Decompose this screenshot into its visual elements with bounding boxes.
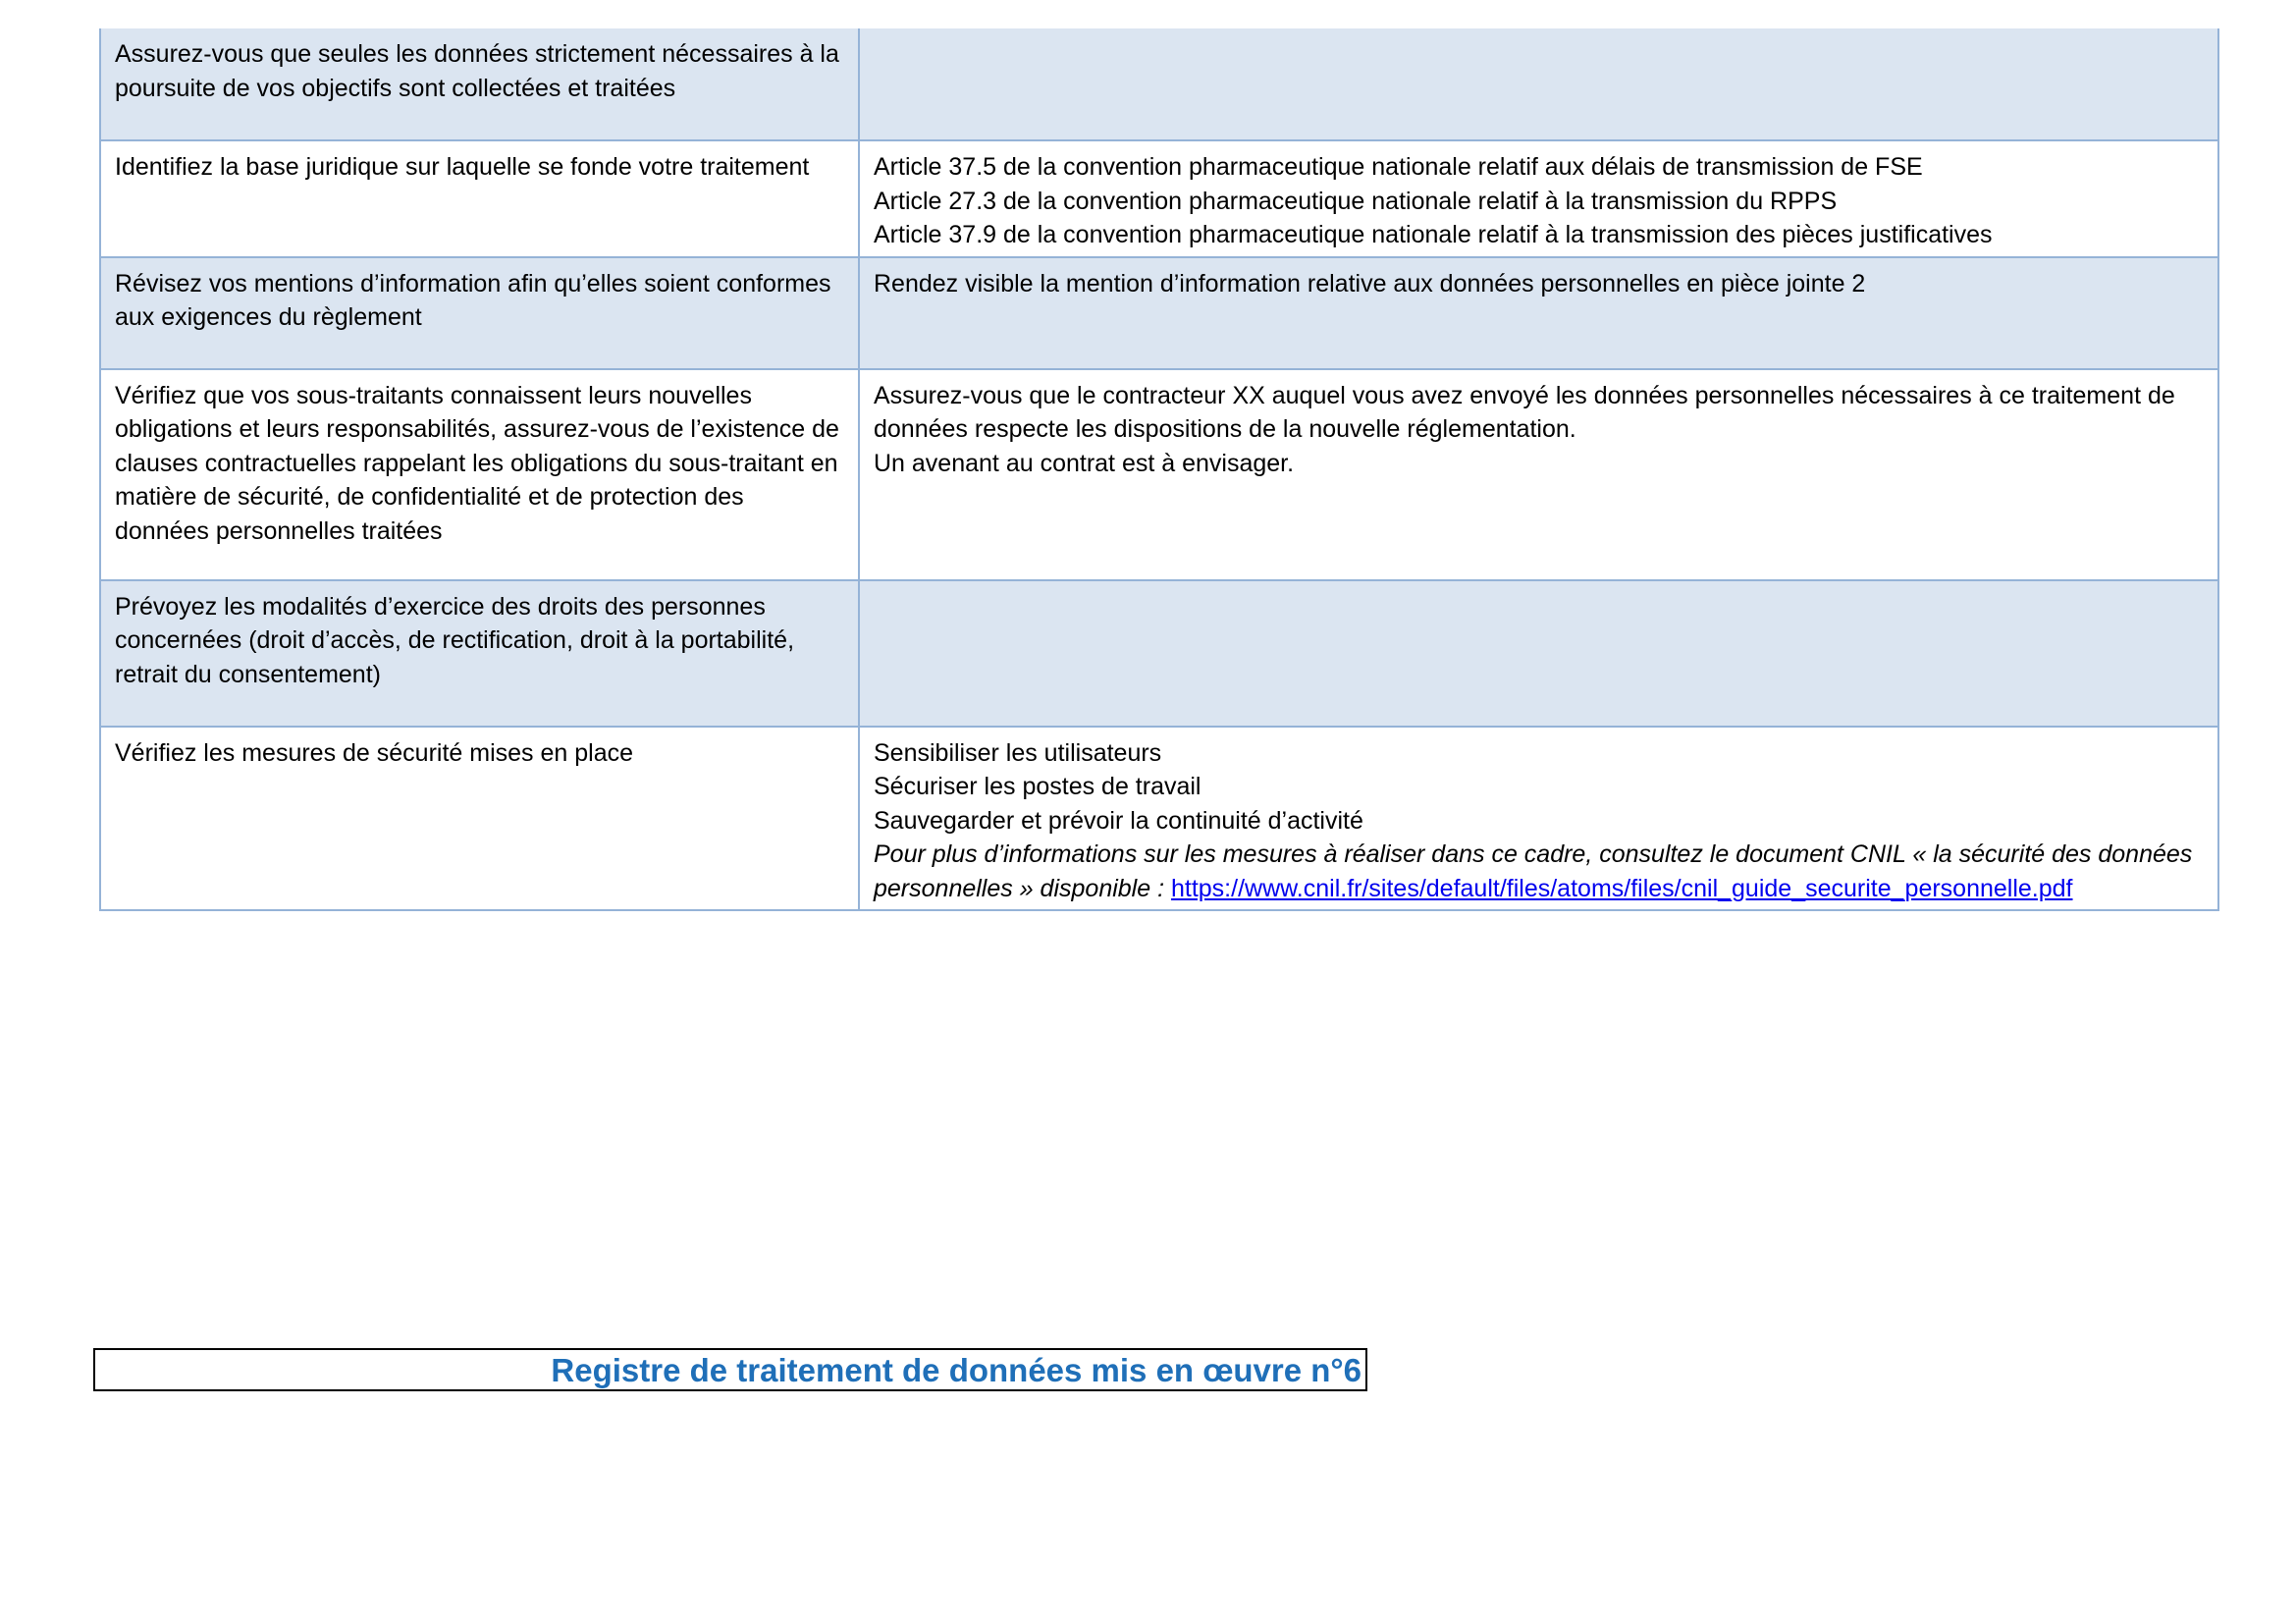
- requirement-cell: [100, 580, 859, 727]
- response-line: Un avenant au contrat est à envisager.: [874, 449, 1295, 477]
- response-cell: [859, 580, 2218, 727]
- response-cell: [859, 727, 2218, 911]
- requirement-text: Vérifiez que vos sous-traitants connaissent leurs nouvelles obligations et leurs responsabilités, assurez-vous de l’existence de clauses contractuelles rappelant les obligations du sous-traitant en matière de sécurité, de confidentialité et de protection des données personnelles traitées: [115, 381, 839, 545]
- table-row: [100, 727, 2218, 911]
- section-title: Registre de traitement de données mis en œuvre n°6: [551, 1352, 1362, 1388]
- table-row: [100, 257, 2218, 369]
- response-line: Article 27.3 de la convention pharmaceutique nationale relatif à la transmission du RPPS: [874, 187, 1838, 215]
- response-cell: [859, 257, 2218, 369]
- response-line: Article 37.5 de la convention pharmaceutique nationale relatif aux délais de transmission de FSE: [874, 153, 1923, 181]
- requirement-text: Assurez-vous que seules les données strictement nécessaires à la poursuite de vos objectifs sont collectées et traitées: [115, 40, 839, 102]
- response-line: Article 37.9 de la convention pharmaceutique nationale relatif à la transmission des pièces justificatives: [874, 221, 1993, 248]
- response-line: Sécuriser les postes de travail: [874, 773, 1201, 800]
- response-line: Sauvegarder et prévoir la continuité d’activité: [874, 806, 1363, 835]
- response-cell: [859, 28, 2218, 140]
- table-row: [100, 140, 2218, 257]
- requirement-text: Vérifiez les mesures de sécurité mises en place: [115, 738, 634, 767]
- response-line: Sensibiliser les utilisateurs: [874, 738, 1162, 767]
- response-line: Assurez-vous que le contracteur XX auquel vous avez envoyé les données personnelles nécessaires à ce traitement de données respecte les dispositions de la nouvelle réglementation.: [874, 381, 2175, 443]
- cnil-note-text: Pour plus d’informations sur les mesures à réaliser dans ce cadre, consultez le document CNIL « la sécurité des données personnelles » disponible :: [874, 840, 2193, 902]
- cnil-guide-link[interactable]: https://www.cnil.fr/sites/default/files/atoms/files/cnil_guide_securite_personnelle.pdf: [1170, 874, 2073, 902]
- checklist-table: [99, 28, 2219, 911]
- table-row: [100, 28, 2218, 140]
- response-cell: [859, 140, 2218, 257]
- cnil-note: [874, 838, 2204, 905]
- requirement-text: Révisez vos mentions d’information afin qu’elles soient conformes aux exigences du règlement: [115, 269, 831, 331]
- requirement-cell: [100, 140, 859, 257]
- requirement-cell: [100, 257, 859, 369]
- response-line: Rendez visible la mention d’information relative aux données personnelles en pièce jointe 2: [874, 269, 1866, 298]
- table-row: [100, 369, 2218, 580]
- section-title-box: [93, 1348, 1367, 1391]
- response-cell: [859, 369, 2218, 580]
- requirement-text: Identifiez la base juridique sur laquelle se fonde votre traitement: [115, 153, 810, 181]
- table-row: [100, 580, 2218, 727]
- requirement-text: Prévoyez les modalités d’exercice des droits des personnes concernées (droit d’accès, de rectification, droit à la portabilité, retrait du consentement): [115, 592, 795, 688]
- requirement-cell: [100, 369, 859, 580]
- requirement-cell: [100, 727, 859, 911]
- requirement-cell: [100, 28, 859, 140]
